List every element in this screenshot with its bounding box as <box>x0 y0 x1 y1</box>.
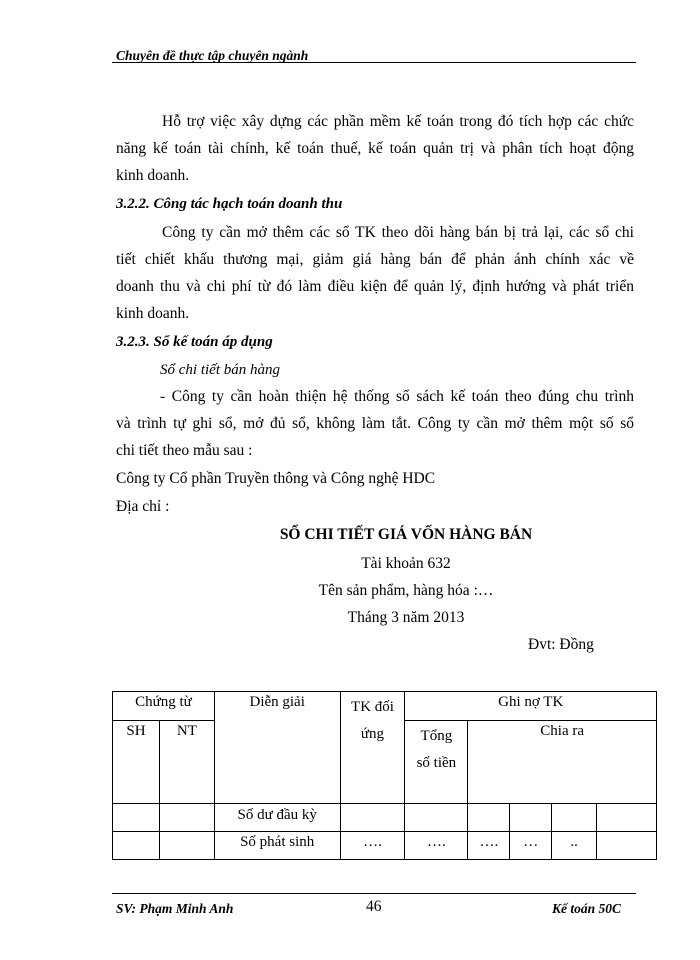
cell-dots-c1: …. <box>468 832 510 860</box>
cell-dots-contra: …. <box>340 832 405 860</box>
section-heading-revenue: 3.2.2. Công tác hạch toán doanh thu <box>116 196 343 212</box>
header-breakdown: Chia ra <box>468 721 657 804</box>
row-arising: Số phát sinh <box>214 832 340 860</box>
header-nt: NT <box>159 721 214 804</box>
table-row-opening <box>113 804 657 832</box>
header-rule <box>112 62 636 63</box>
ledger-period: Tháng 3 năm 2013 <box>347 609 465 626</box>
ledger-product: Tên sản phẩm, hàng hóa :… <box>318 582 494 599</box>
cell-dots-c2: … <box>510 832 552 860</box>
company-name: Công ty Cổ phần Truyền thông và Công nghệ HDC <box>116 470 436 487</box>
section-heading-ledgers: 3.2.3. Sổ kế toán áp dụng <box>116 334 273 350</box>
header-voucher: Chứng từ <box>113 692 215 721</box>
paragraph-revenue: Công ty cần mở thêm các sổ TK theo dõi hàng bán bị trả lại, các sổ chi tiết chiết khấu thương mại, giảm giá hàng bán để phản ánh chính xác về doanh thu và chi phí từ đó làm điều kiện để quản lý, định hướng và phát triển kinh doanh. <box>116 224 634 322</box>
footer-student: SV: Phạm Minh Anh <box>116 901 234 916</box>
ledger-account: Tài khoản 632 <box>361 555 451 572</box>
header-sh: SH <box>113 721 160 804</box>
header-debit: Ghi nợ TK <box>405 692 657 721</box>
running-header-title: Chuyên đề thực tập chuyên ngành <box>116 48 309 63</box>
header-contra-account: TK đối ứng <box>340 692 405 804</box>
header-description: Diễn giải <box>214 692 340 804</box>
footer-class: Kế toán 50C <box>552 901 622 916</box>
paragraph-ledger-system: - Công ty cần hoàn thiện hệ thống sổ sách kế toán theo đúng chu trình và trình tự ghi sổ, mở đủ sổ, không làm tắt. Công ty cần mở thêm một số sổ chi tiết theo mẫu sau : <box>116 388 634 459</box>
subheading-sales-ledger: Sổ chi tiết bán hàng <box>160 362 280 378</box>
header-total: Tổng số tiền <box>405 721 468 804</box>
row-opening-balance: Số dư đầu kỳ <box>214 804 340 832</box>
table-row-arising <box>113 832 657 860</box>
footer-page-number: 46 <box>366 898 382 915</box>
ledger-table <box>112 691 657 860</box>
cell-dots-c3: .. <box>552 832 597 860</box>
paragraph-software-support: Hỗ trợ việc xây dựng các phần mềm kế toán trong đó tích hợp các chức năng kế toán tài chính, kế toán thuế, kế toán quản trị và phân tích hoạt động kinh doanh. <box>116 113 634 184</box>
cell-dots-total: …. <box>405 832 468 860</box>
address-label: Địa chỉ : <box>116 498 170 515</box>
ledger-unit: Đvt: Đồng <box>528 636 594 653</box>
ledger-title: SỔ CHI TIẾT GIÁ VỐN HÀNG BÁN <box>279 526 533 543</box>
footer-rule <box>112 893 636 894</box>
table-header-row-1 <box>113 692 657 721</box>
